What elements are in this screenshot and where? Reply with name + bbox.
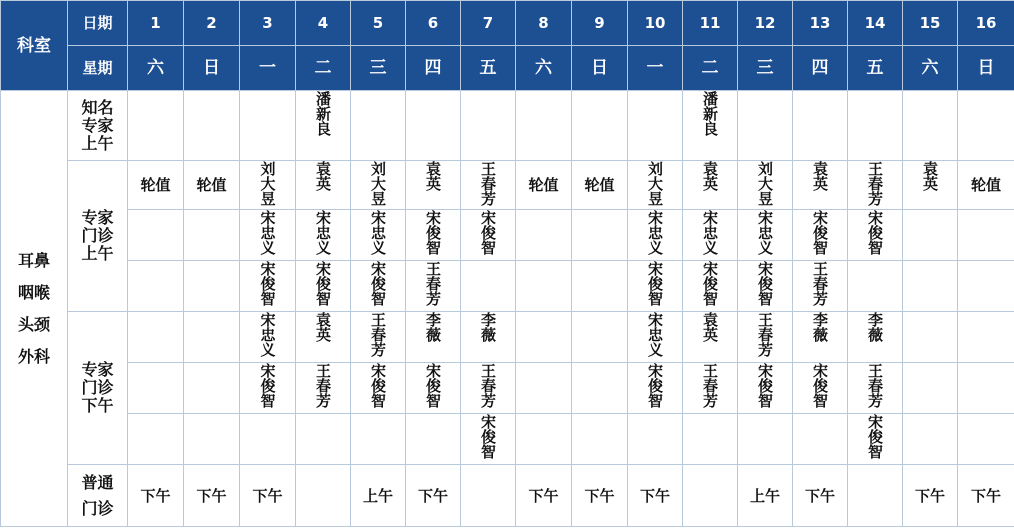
- doctor-name: 宋忠义: [314, 210, 332, 255]
- dept-header-cell: 科室: [1, 1, 68, 91]
- expert-pm-cell: [296, 363, 351, 414]
- doctor-name: 宋俊智: [258, 261, 277, 306]
- expert-am-cell: [628, 261, 683, 312]
- general-clinic-cell: 下午: [240, 465, 296, 527]
- famous-expert-cell: [406, 91, 461, 161]
- expert-am-cell: [296, 161, 351, 210]
- expert-am-row-3: [1, 261, 1014, 312]
- expert-am-cell: [406, 161, 461, 210]
- doctor-name: 王春芳: [866, 161, 884, 206]
- expert-am-cell: [461, 161, 516, 210]
- date-cell: 8: [516, 1, 572, 46]
- general-clinic-cell: 下午: [958, 465, 1014, 527]
- expert-am-cell: 轮值: [958, 161, 1014, 210]
- expert-pm-cell: [128, 414, 184, 465]
- weekday-cell: 三: [738, 46, 793, 91]
- weekday-header-row: [1, 46, 1014, 91]
- expert-am-row-2: [1, 210, 1014, 261]
- shift-famous-am: [68, 91, 128, 161]
- expert-pm-cell: [793, 363, 848, 414]
- doctor-name: 袁英: [314, 312, 332, 342]
- expert-am-cell: [184, 210, 240, 261]
- expert-pm-cell: [406, 363, 461, 414]
- expert-pm-cell: [351, 414, 406, 465]
- expert-pm-cell: [903, 414, 958, 465]
- expert-am-cell: [351, 161, 406, 210]
- shift-expert-pm: [68, 312, 128, 465]
- weekday-cell: 四: [406, 46, 461, 91]
- famous-expert-cell: [461, 91, 516, 161]
- general-clinic-cell: [683, 465, 738, 527]
- expert-am-cell: [628, 161, 683, 210]
- weekday-label-cell: 星期: [68, 46, 128, 91]
- famous-expert-cell: [296, 91, 351, 161]
- expert-am-cell: [128, 261, 184, 312]
- expert-am-cell: [848, 210, 903, 261]
- expert-am-cell: [128, 210, 184, 261]
- doctor-name: 王春芳: [424, 261, 442, 306]
- doctor-name: 宋俊智: [479, 210, 497, 255]
- general-clinic-cell: 上午: [738, 465, 793, 527]
- expert-pm-cell: [628, 312, 683, 363]
- doctor-name: 潘新良: [701, 91, 719, 136]
- doctor-name: 宋忠义: [701, 210, 719, 255]
- expert-pm-cell: [296, 414, 351, 465]
- expert-pm-cell: [128, 363, 184, 414]
- expert-pm-cell: [848, 363, 903, 414]
- expert-am-cell: [461, 261, 516, 312]
- date-cell: 10: [628, 1, 683, 46]
- expert-am-cell: [296, 261, 351, 312]
- weekday-cell: 六: [516, 46, 572, 91]
- expert-pm-cell: [572, 363, 628, 414]
- doctor-name: 袁英: [701, 312, 719, 342]
- doctor-name: 宋忠义: [258, 210, 277, 255]
- general-clinic-cell: 下午: [903, 465, 958, 527]
- expert-pm-cell: [738, 312, 793, 363]
- doctor-name: 刘大昱: [756, 161, 774, 206]
- expert-pm-cell: [516, 312, 572, 363]
- expert-pm-cell: [184, 312, 240, 363]
- doctor-name: 宋俊智: [369, 363, 387, 408]
- general-clinic-cell: 上午: [351, 465, 406, 527]
- expert-pm-cell: [516, 414, 572, 465]
- expert-am-cell: [184, 261, 240, 312]
- famous-expert-cell: [184, 91, 240, 161]
- weekday-cell: 二: [683, 46, 738, 91]
- shift-famous-am-label: 知名 专家 上午: [81, 97, 114, 153]
- general-clinic-cell: 下午: [628, 465, 683, 527]
- weekday-cell: 日: [958, 46, 1014, 91]
- expert-pm-cell: [958, 363, 1014, 414]
- expert-am-cell: [903, 261, 958, 312]
- expert-pm-cell: [848, 414, 903, 465]
- expert-am-cell: [738, 161, 793, 210]
- expert-pm-cell: [958, 312, 1014, 363]
- expert-pm-cell: [184, 414, 240, 465]
- date-cell: 16: [958, 1, 1014, 46]
- date-label-cell: 日期: [68, 1, 128, 46]
- weekday-cell: 六: [128, 46, 184, 91]
- expert-am-cell: [738, 210, 793, 261]
- doctor-name: 李薇: [479, 312, 497, 342]
- date-cell: 12: [738, 1, 793, 46]
- expert-pm-cell: [184, 363, 240, 414]
- doctor-name: 王春芳: [866, 363, 884, 408]
- doctor-name: 宋俊智: [424, 363, 442, 408]
- general-clinic-cell: 下午: [406, 465, 461, 527]
- doctor-name: 王春芳: [479, 363, 497, 408]
- doctor-name: 李薇: [424, 312, 442, 342]
- general-clinic-cell: 下午: [572, 465, 628, 527]
- date-cell: 2: [184, 1, 240, 46]
- expert-am-cell: 轮值: [184, 161, 240, 210]
- date-header-row: [1, 1, 1014, 46]
- weekday-cell: 日: [572, 46, 628, 91]
- expert-am-cell: [848, 261, 903, 312]
- weekday-cell: 日: [184, 46, 240, 91]
- date-cell: 6: [406, 1, 461, 46]
- expert-am-cell: [903, 210, 958, 261]
- weekday-cell: 三: [351, 46, 406, 91]
- department-name: 耳鼻 咽喉 头颈 外科: [17, 250, 50, 366]
- weekday-cell: 四: [793, 46, 848, 91]
- doctor-name: 宋俊智: [866, 414, 884, 459]
- expert-am-cell: 轮值: [128, 161, 184, 210]
- expert-pm-cell: [240, 363, 296, 414]
- expert-am-cell: [516, 210, 572, 261]
- doctor-name: 宋忠义: [756, 210, 774, 255]
- general-clinic-cell: [296, 465, 351, 527]
- doctor-name: 宋俊智: [314, 261, 332, 306]
- expert-pm-cell: [572, 312, 628, 363]
- doctor-name: 袁英: [314, 161, 332, 191]
- doctor-name: 潘新良: [314, 91, 332, 136]
- doctor-name: 刘大昱: [369, 161, 387, 206]
- expert-pm-cell: [738, 363, 793, 414]
- famous-expert-cell: [572, 91, 628, 161]
- famous-expert-cell: [903, 91, 958, 161]
- doctor-name: 宋俊智: [756, 261, 774, 306]
- expert-am-cell: [738, 261, 793, 312]
- expert-pm-cell: [461, 312, 516, 363]
- doctor-name: 宋忠义: [369, 210, 387, 255]
- weekday-cell: 一: [628, 46, 683, 91]
- famous-expert-cell: [683, 91, 738, 161]
- expert-pm-cell: [628, 414, 683, 465]
- general-clinic-cell: 下午: [128, 465, 184, 527]
- expert-am-cell: 轮值: [572, 161, 628, 210]
- famous-expert-cell: [848, 91, 903, 161]
- general-clinic-cell: 下午: [516, 465, 572, 527]
- doctor-name: 宋俊智: [701, 261, 719, 306]
- expert-pm-cell: [351, 312, 406, 363]
- expert-pm-cell: [683, 414, 738, 465]
- date-cell: 4: [296, 1, 351, 46]
- expert-am-cell: [461, 210, 516, 261]
- expert-am-cell: [903, 161, 958, 210]
- doctor-name: 宋俊智: [866, 210, 884, 255]
- expert-pm-cell: [461, 414, 516, 465]
- expert-am-cell: [240, 161, 296, 210]
- doctor-name: 袁英: [921, 161, 939, 191]
- expert-am-row-1: [1, 161, 1014, 210]
- doctor-name: 袁英: [424, 161, 442, 191]
- expert-am-cell: [572, 261, 628, 312]
- expert-am-cell: [848, 161, 903, 210]
- doctor-name: 宋忠义: [646, 312, 664, 357]
- general-clinic-cell: 下午: [793, 465, 848, 527]
- doctor-name: 刘大昱: [258, 161, 277, 206]
- expert-am-cell: [240, 210, 296, 261]
- shift-general: [68, 465, 128, 527]
- general-clinic-cell: [848, 465, 903, 527]
- weekday-cell: 五: [461, 46, 516, 91]
- expert-am-cell: [793, 261, 848, 312]
- doctor-name: 王春芳: [701, 363, 719, 408]
- expert-pm-cell: [351, 363, 406, 414]
- doctor-name: 王春芳: [811, 261, 829, 306]
- date-cell: 14: [848, 1, 903, 46]
- department-cell: [1, 91, 68, 527]
- doctor-name: 宋忠义: [258, 312, 277, 357]
- expert-am-cell: [628, 210, 683, 261]
- expert-am-cell: [958, 261, 1014, 312]
- weekday-cell: 一: [240, 46, 296, 91]
- shift-expert-pm-label: 专家 门诊 下午: [81, 360, 114, 415]
- expert-pm-cell: [683, 312, 738, 363]
- expert-pm-cell: [903, 312, 958, 363]
- expert-pm-cell: [793, 312, 848, 363]
- doctor-name: 宋俊智: [811, 210, 829, 255]
- doctor-name: 宋俊智: [811, 363, 829, 408]
- expert-pm-cell: [461, 363, 516, 414]
- expert-pm-cell: [240, 312, 296, 363]
- weekday-cell: 五: [848, 46, 903, 91]
- famous-expert-cell: [958, 91, 1014, 161]
- doctor-name: 宋俊智: [424, 210, 442, 255]
- expert-am-cell: [793, 161, 848, 210]
- general-clinic-cell: [461, 465, 516, 527]
- expert-pm-cell: [848, 312, 903, 363]
- expert-pm-cell: [406, 414, 461, 465]
- expert-am-cell: [406, 261, 461, 312]
- famous-expert-cell: [516, 91, 572, 161]
- weekday-cell: 六: [903, 46, 958, 91]
- expert-am-cell: [351, 261, 406, 312]
- expert-pm-row-1: [1, 312, 1014, 363]
- doctor-name: 宋俊智: [646, 261, 664, 306]
- shift-general-label: 普通 门诊: [81, 472, 114, 518]
- expert-pm-row-2: [1, 363, 1014, 414]
- famous-expert-cell: [628, 91, 683, 161]
- doctor-name: 宋俊智: [646, 363, 664, 408]
- expert-am-cell: [296, 210, 351, 261]
- famous-expert-cell: [128, 91, 184, 161]
- doctor-name: 袁英: [811, 161, 829, 191]
- doctor-name: 李薇: [866, 312, 884, 342]
- expert-am-cell: [516, 261, 572, 312]
- weekday-cell: 二: [296, 46, 351, 91]
- expert-am-cell: [406, 210, 461, 261]
- famous-expert-cell: [240, 91, 296, 161]
- expert-am-cell: [683, 210, 738, 261]
- famous-expert-cell: [738, 91, 793, 161]
- expert-am-cell: [958, 210, 1014, 261]
- expert-pm-cell: [628, 363, 683, 414]
- expert-am-cell: [240, 261, 296, 312]
- doctor-name: 宋俊智: [479, 414, 497, 459]
- doctor-name: 王春芳: [479, 161, 497, 206]
- famous-expert-cell: [351, 91, 406, 161]
- expert-am-cell: [683, 261, 738, 312]
- general-clinic-row: [1, 465, 1014, 527]
- shift-expert-am-label: 专家 门诊 上午: [81, 208, 114, 263]
- famous-expert-cell: [793, 91, 848, 161]
- expert-pm-cell: [406, 312, 461, 363]
- doctor-name: 王春芳: [314, 363, 332, 408]
- expert-pm-cell: [683, 363, 738, 414]
- expert-pm-cell: [240, 414, 296, 465]
- date-cell: 15: [903, 1, 958, 46]
- famous-expert-am-row: [1, 91, 1014, 161]
- expert-pm-cell: [738, 414, 793, 465]
- shift-expert-am: [68, 161, 128, 312]
- expert-pm-cell: [793, 414, 848, 465]
- expert-am-cell: [572, 210, 628, 261]
- expert-pm-cell: [296, 312, 351, 363]
- doctor-name: 王春芳: [369, 312, 387, 357]
- doctor-name: 宋俊智: [258, 363, 277, 408]
- date-cell: 5: [351, 1, 406, 46]
- date-cell: 13: [793, 1, 848, 46]
- date-cell: 1: [128, 1, 184, 46]
- expert-pm-cell: [903, 363, 958, 414]
- expert-am-cell: [683, 161, 738, 210]
- expert-pm-cell: [572, 414, 628, 465]
- date-cell: 9: [572, 1, 628, 46]
- doctor-name: 宋俊智: [756, 363, 774, 408]
- doctor-name: 袁英: [701, 161, 719, 191]
- doctor-name: 宋忠义: [646, 210, 664, 255]
- doctor-name: 李薇: [811, 312, 829, 342]
- doctor-name: 宋俊智: [369, 261, 387, 306]
- expert-pm-row-3: [1, 414, 1014, 465]
- general-clinic-cell: 下午: [184, 465, 240, 527]
- expert-pm-cell: [958, 414, 1014, 465]
- date-cell: 11: [683, 1, 738, 46]
- date-cell: 3: [240, 1, 296, 46]
- doctor-name: 王春芳: [756, 312, 774, 357]
- expert-am-cell: [793, 210, 848, 261]
- date-cell: 7: [461, 1, 516, 46]
- expert-am-cell: 轮值: [516, 161, 572, 210]
- expert-pm-cell: [516, 363, 572, 414]
- expert-am-cell: [351, 210, 406, 261]
- doctor-name: 刘大昱: [646, 161, 664, 206]
- expert-pm-cell: [128, 312, 184, 363]
